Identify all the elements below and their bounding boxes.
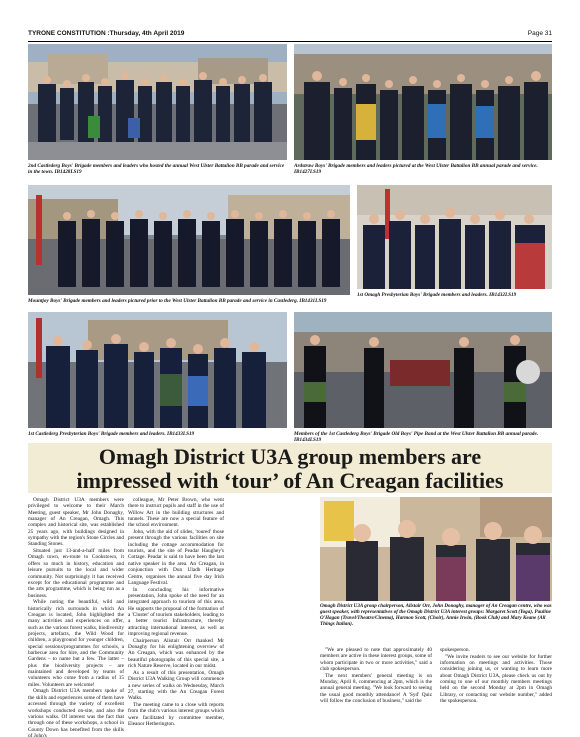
photo-caption: 1st Omagh Presbyterian Boys' Brigade members and leaders. IB1432LS19 [357,292,517,298]
photo-u3a-group [320,497,552,601]
headline-line-2: impressed with ‘tour’ of An Creagan facilities [76,468,504,493]
page-header [28,30,552,40]
article-column-3: "We are pleased to note that approximately 40 members are active in these interest groups, some of whom participate in two or more activities," said a club spokesperson. The next members' general meeting is on Monday, April 8, commencing at 2pm, which is the annual general meeting. "We look forward to seeing the usual good monthly attendance! A 'Syd' Quiz will follow the conclusion of business," said the [320,647,432,705]
photo-2nd-castlederg-bb [28,44,287,160]
photo-caption: Mountjoy Boys' Brigade members and leaders pictured prior to the West Ulster Battalion BB parade and service in Castlederg. IB1431LS19 [28,298,327,304]
article-column-2: colleague, Mr Peter Brown, who went there to instruct pupils and staff in the use of Willow Art in the building structures and tunnels. These are now a special feature of the school environment. John, with the aid of slides, 'toured' those present through the various facilities on site including the cottage accommodation for tourists, and the site of Peadar Haughey's Cottage. Peadar is said to have been the last native speaker in the area. An Creagan, in conjunction with Dun Uladh Heritage Centre, organises the annual five day Irish Language Festival. In concluding his informative presentation, John spoke of the need for an integrated approach to tourism of this area. He supports the proposal of the formation of a 'Cluster' of tourism stakeholders, leading to a better tourist Infrastructure, thereby attracting international interest, as well as improving regional revenue. Chairperson Alistair Orr thanked Mr Donaghy for his enlightening overview of An Creagan, which was enhanced by the beautiful photographs of this special site, a rich Nature Reserve, located in our midst. As a result of this presentation, Omagh District U3A Walking Group will commence a new series of walks on Wednesday, March 27, starting with the An Creagan Forest Walks. The meeting came to a close with reports from the club's various interest groups which were facilitated by committee member, Eleanor Hetherington. [128,497,224,727]
photo-caption: 1st Castlederg Presbyterian Boys' Brigade members and leaders. IB1433LS19 [28,431,195,437]
header-rule [28,41,552,42]
photo-mountjoy-bb [28,185,350,295]
u3a-photo-caption: Omagh District U3A group chairperson, Alistair Orr, John Donaghy, manager of An Creagan centre, who was guest speaker, with representatives of the Omagh District U3A interest groups: Margaret Scott (Yoga), Pauline O'Hagan (Travel/Theatre/Cinema), Harmon Scott, (Choir), Annie Irwin, (Book Club) and Mary Keane (All Things Italian). [320,603,552,628]
photo-ardstraw-bb [294,44,552,160]
article-headline [28,443,552,493]
photo-caption: Ardstraw Boys' Brigade members and leaders pictured at the West Ulster Battalion BB annual parade and service. IB1427LS19 [294,163,538,175]
article-column-4: spokesperson. "We invite readers to see our website for further information on meetings and activities. Those considering joining us, or wanting to learn more about Omagh District U3A, please check us out by coming to one of our monthly members meetings held on the second Monday at 2pm in Omagh Library, or contacting our website number," added the spokesperson. [440,647,552,705]
page-number: Page 31 [527,30,552,37]
publication-date: TYRONE CONSTITUTION :Thursday, 4th April 2019 [28,30,185,37]
photo-old-boys-pipe-band [294,312,552,428]
article-column-1: Omagh District U3A members were privileged to welcome to their March Meeting, guest speaker, Mr John Donaghy, manager of An Creagan, Omagh. This complex and historical site, was established 25 years ago, with buildings designed in sympathy with the region's Stone Circles and Standing Stones. Situated just 13-and-a-half miles from Omagh town, en-route to Cookstown, it offers so much in history, education and leisure pursuits to the local and wider community. Not surprisingly it has received except for the educational programme and the arts programme, which is being run as a business. While noting the beautiful, wild and historically rich surrounds in which An Creagan is located, John highlighted the many activities and experiences on offer, such as the various forest walks, biodiversity projects, artefacts, the Wild Wood for children, a playground for younger children, special sessions/programmes for schools, a barbecue area for hire, and the Community Gardens – to name but a few. The latter – plus the biodiversity projects – are maintained and developed by teams of volunteers who come from a radius of 15 miles. Volunteers are welcome! Omagh District U3A members spoke of the skills and experiences some of them have accessed through the variety of excellent workshops conducted on-site, and also the various walks. Of interest was the fact that through one of these workshops, a school in County Down has benefited from the skills of John's [28,497,124,737]
photo-1st-castlederg-presbyterian-bb [28,312,287,428]
photo-1st-omagh-presbyterian-bb [357,185,552,289]
photo-caption: 2nd Castlederg Boys' Brigade members and leaders who hosted the annual West Ulster Battalion BB parade and service in the town. IB1428LS19 [28,163,285,175]
headline-line-1: Omagh District U3A group members are [98,444,482,469]
photo-caption: Members of the 1st Castlederg Boys' Brigade Old Boys' Pipe Band at the West Ulster Battalion BB annual parade. IB1434LS19 [294,431,539,443]
